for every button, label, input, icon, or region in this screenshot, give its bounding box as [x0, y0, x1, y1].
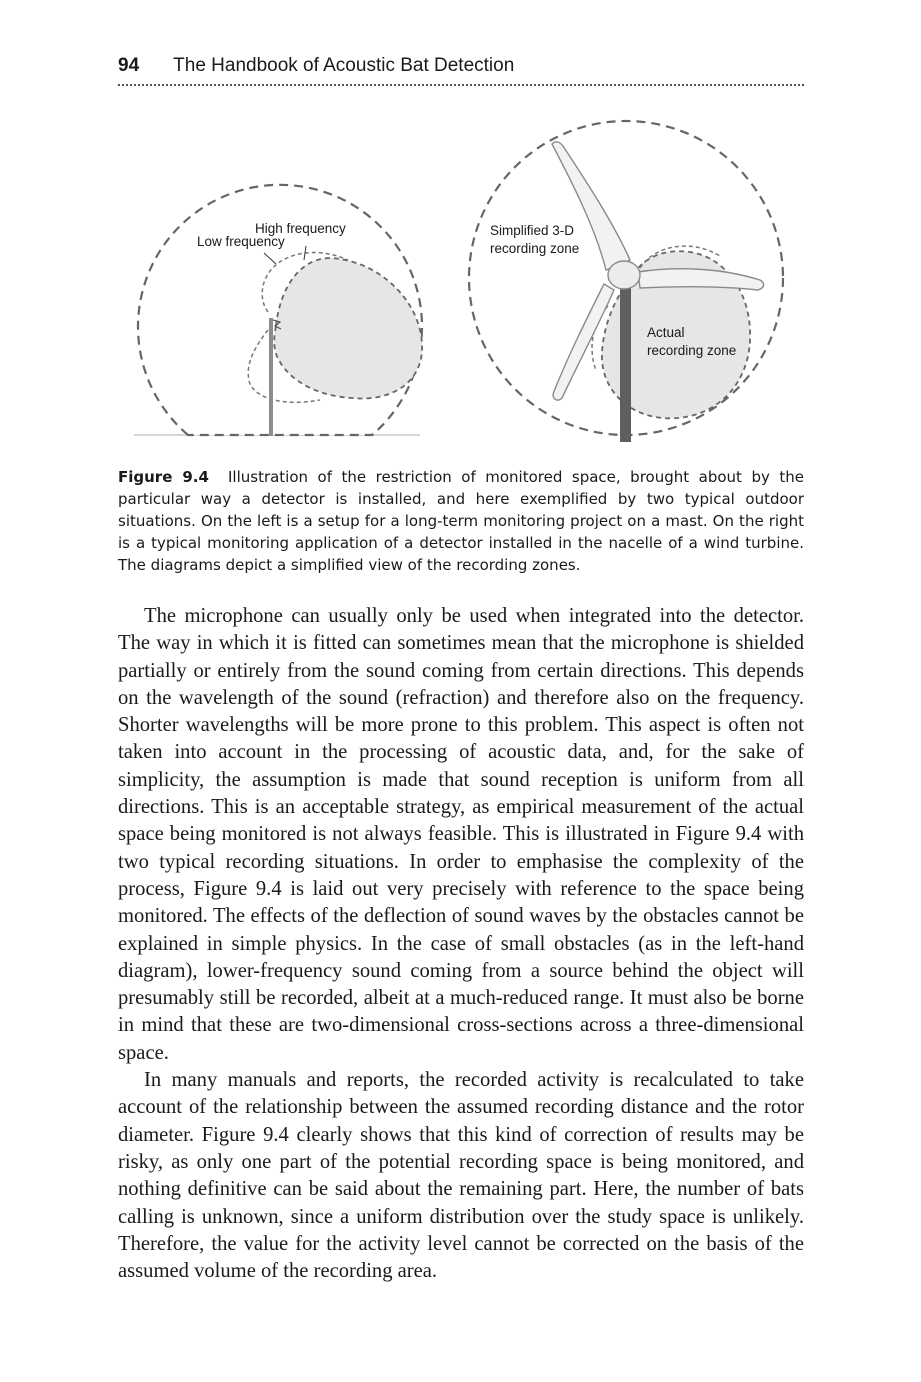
- simplified-zone-label-line2: recording zone: [490, 241, 580, 256]
- figure-9-4: [0, 100, 921, 450]
- actual-zone-label-line1: Actual: [647, 325, 685, 340]
- right-diagram-turbine: [469, 121, 783, 442]
- turbine-hub: [608, 261, 640, 289]
- page-number: 94: [118, 55, 140, 76]
- high-frequency-label: High frequency: [255, 221, 346, 236]
- header-rule: [118, 84, 804, 86]
- left-diagram-mast: [134, 185, 422, 436]
- paragraph: In many manuals and reports, the recorded activity is recalculated to take account of the relationship between the assumed recording distance and the rotor diameter. Figure 9.4 clearly shows that this kind of correction of results may be risky, as only one part of the potential recording space is being monitored, and nothing definitive can be said about the remaining part. Here, the number of bats calling is unknown, since a uniform distribution over the study space is unlikely. Therefore, the value for the activity level cannot be corrected on the basis of the assumed volume of the recording area.: [118, 1069, 804, 1283]
- mast: [269, 318, 273, 436]
- figure-caption: [118, 466, 804, 576]
- actual-zone-label-line2: recording zone: [647, 343, 737, 358]
- low-frequency-label: Low frequency: [197, 234, 285, 249]
- simplified-zone-label-line1: Simplified 3-D: [490, 223, 575, 238]
- paragraph: The microphone can usually only be used when integrated into the detector. The way in which it is fitted can sometimes mean that the microphone is shielded partially or entirely from the sound coming from certain directions. This depends on the wavelength of the sound (refraction) and therefore also on the frequency. Shorter wavelengths will be more prone to this problem. This aspect is often not taken into account in the processing of acoustic data, and, for the sake of simplicity, the assumption is made that sound reception is uniform from all directions. This is an acceptable strategy, as empirical measurement of the actual space being monitored is not always feasible. This is illustrated in Figure 9.4 with two typical recording situations. In order to emphasise the complexity of the process, Figure 9.4 is laid out very precisely with reference to the space being monitored. The effects of the deflection of sound waves by the obstacles cannot be explained in simple physics. In the case of small obstacles (as in the left-hand diagram), lower-frequency sound coming from a source behind the object will presumably still be recorded, albeit at a much-reduced range. It must also be borne in mind that these are two-dimensional cross-sections across a three-dimensional space.: [118, 605, 804, 1064]
- caption-label: Figure 9.4: [118, 468, 209, 486]
- caption-text: Illustration of the restriction of monitored space, brought about by the particular way a detector is installed, and here exemplified by two typical outdoor situations. On the left is a setup for a long-term monitoring project on a mast. On the right is a typical monitoring application of a detector installed in the nacelle of a wind turbine. The diagrams depict a simplified view of the recording zones.: [118, 468, 804, 574]
- running-title: The Handbook of Acoustic Bat Detection: [173, 55, 515, 76]
- body-text: [118, 603, 804, 1285]
- turbine-tower: [620, 285, 631, 442]
- figure-illustration: [0, 100, 921, 450]
- running-header: [118, 55, 804, 85]
